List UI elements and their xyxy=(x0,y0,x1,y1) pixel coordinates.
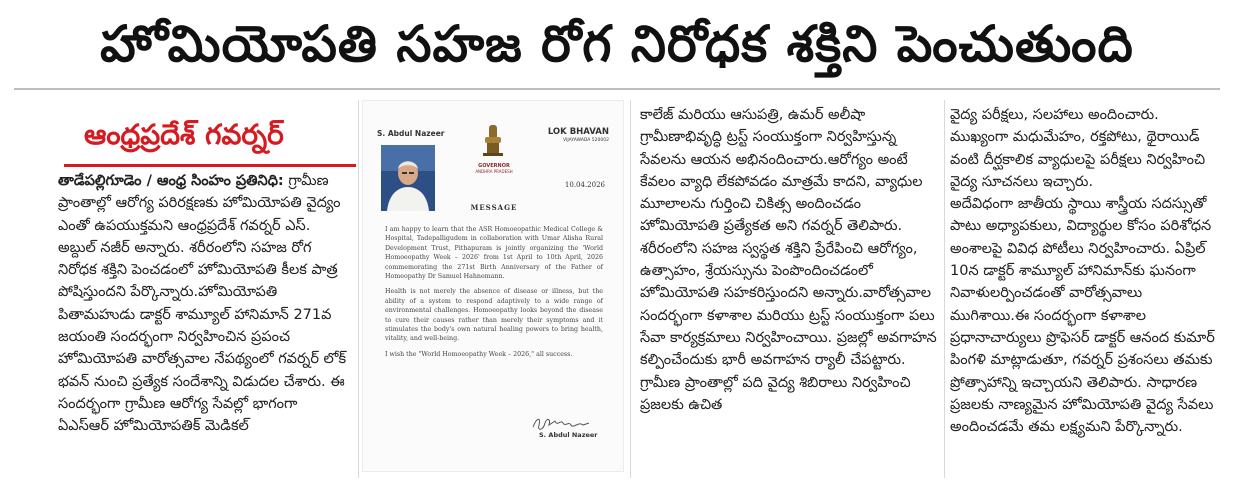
letter-governor-title: GOVERNOR xyxy=(478,163,510,169)
column-divider xyxy=(630,100,631,478)
article-column-1 xyxy=(58,170,350,470)
column-divider xyxy=(358,100,359,478)
state-emblem-icon xyxy=(479,123,507,159)
letter-paragraph: I wish the "World Homoeopathy Week – 2026," all success. xyxy=(385,350,573,358)
column-divider xyxy=(944,100,945,478)
subheadline-underline xyxy=(64,164,356,167)
governor-portrait xyxy=(381,145,435,211)
header-rule xyxy=(14,88,1220,90)
letter-governor-state: ANDHRA PRADESH xyxy=(475,169,513,174)
letter-body xyxy=(385,225,603,365)
letter-office-address: VIJAYAWADA 520002 xyxy=(563,138,609,143)
column-3-text-continued: అదేవిధంగా జాతీయ స్థాయి శాస్త్రీయ సదస్సుతో పాటు అధ్యాపకులు, విద్యార్థుల కోసం పరిశోధన అంశాలపై వివిధ పోటీలు నిర్వహించారు. ఏప్రిల్ 10న డాక్టర్ శామ్యూల్ హానిమాన్‌కు ఘనంగా నివాళులర్పించడంతో వారోత్సవాలు ముగిశాయి.ఈ సందర్భంగా కళాశాల ప్రధానాచార్యులు ప్రొఫెసర్ డాక్టర్ ఆనంద కుమార్ పింగళి మాట్లాడుతూ, గవర్నర్ ప్రశంసలు తమకు ప్రోత్సాహాన్ని ఇచ్చాయని తెలిపారు. సాధారణ ప్రజలకు నాణ్యమైన హోమియోపతి వైద్య సేవలు అందించడమే తమ లక్ష్యమని పేర్కొన్నారు. xyxy=(950,196,1215,436)
column-3-text: వైద్య పరీక్షలు, సలహాలు అందించారు. ముఖ్యంగా మధుమేహం, రక్తపోటు, థైరాయిడ్ వంటి దీర్ఘకాలిక వ్యాధులపై పరీక్షలు నిర్వహించి వైద్య సూచనలు ఇచ్చారు. xyxy=(950,107,1206,190)
letter-sender: S. Abdul Nazeer xyxy=(377,129,445,138)
governor-message-letter xyxy=(362,100,624,472)
letter-paragraph: Health is not merely the absence of disease or illness, but the ability of a system to respond adaptively to a wide range of environmental challenges. Homoeopathy looks beyond the disease to cure their causes rather than merely their symptoms and it stimulates the body's own natural healing powers to bring health, vitality, and well-being. xyxy=(385,288,603,343)
letter-office: LOK BHAVAN xyxy=(547,127,609,137)
dateline: తాడేపల్లిగూడెం / ఆంధ్ర సింహం ప్రతినిధి: xyxy=(58,173,284,189)
letter-heading: MESSAGE xyxy=(470,203,518,212)
letter-date: 10.04.2026 xyxy=(564,181,605,189)
letter-signature-name: S. Abdul Nazeer xyxy=(539,431,598,439)
article-column-3 xyxy=(950,104,1220,474)
subheadline: ఆంధ్రప్రదేశ్ గవర్నర్ xyxy=(84,118,284,151)
article-column-2 xyxy=(640,104,940,474)
column-1-text: గ్రామీణ ప్రాంతాల్లో ఆరోగ్య పరిరక్షణకు హోమియోపతి వైద్యం ఎంతో ఉపయుక్తమని ఆంధ్రప్రదేశ్ గవర్నర్ ఎస్. అబ్దుల్ నజీర్ అన్నారు. శరీరంలోని సహజ రోగ నిరోధక శక్తిని పెంచడంలో హోమియోపతి కీలక పాత్ర పోషిస్తుందని పేర్కొన్నారు.హోమియోపతి పితామహుడు డాక్టర్ శామ్యూల్ హానిమాన్ 271వ జయంతి సందర్భంగా నిర్వహించిన ప్రపంచ హోమియోపతి వారోత్సవాల నేపథ్యంలో గవర్నర్ లోక్ భవన్ నుంచి ప్రత్యేక సందేశాన్ని విడుదల చేశారు. ఈ సందర్భంగా గ్రామీణ ఆరోగ్య సేవల్లో భాగంగా ఏఎస్ఆర్ హోమియోపతిక్ మెడికల్ xyxy=(58,173,347,435)
headline: హోమియోపతి సహజ రోగ నిరోధక శక్తిని పెంచుతుంది xyxy=(100,15,1134,73)
letter-paragraph: I am happy to learn that the ASR Homoeopathic Medical College & Hospital, Tadepalligudem in collaboration with Umar Alisha Rural Development Trust, Pithapuram is jointly organizing the 'World Homoeopathy Week – 2026' from 1st April to 10th April, 2026 commemorating the 271st Birth Anniversary of the Father of Homeopathy Dr Samuel Hahnemann. xyxy=(385,226,603,281)
column-2-text: కాలేజ్ మరియు ఆసుపత్రి, ఉమర్ అలీషా గ్రామీణాభివృద్ధి ట్రస్ట్ సంయుక్తంగా నిర్వహిస్తున్న సేవలను ఆయన అభినందించారు.ఆరోగ్యం అంటే కేవలం వ్యాధి లేకపోవడం మాత్రమే కాదని, వ్యాధుల మూలాలను గుర్తించి చికిత్స అందించడం హోమియోపతి ప్రత్యేకత అని గవర్నర్ తెలిపారు. శరీరంలోని సహజ స్వస్థత శక్తిని ప్రేరేపించి ఆరోగ్యం, ఉత్సాహం, శ్రేయస్సును పెంపొందించడంలో హోమియోపతి సహకరిస్తుందని అన్నారు.వారోత్సవాల సందర్భంగా కళాశాల మరియు ట్రస్ట్ సంయుక్తంగా పలు సేవా కార్యక్రమాలు నిర్వహించాయి. ప్రజల్లో అవగాహన కల్పించేందుకు భారీ అవగాహన ర్యాలీ చేపట్టారు. గ్రామీణ ప్రాంతాల్లో పది వైద్య శిబిరాలు నిర్వహించి ప్రజలకు ఉచిత xyxy=(640,107,937,413)
